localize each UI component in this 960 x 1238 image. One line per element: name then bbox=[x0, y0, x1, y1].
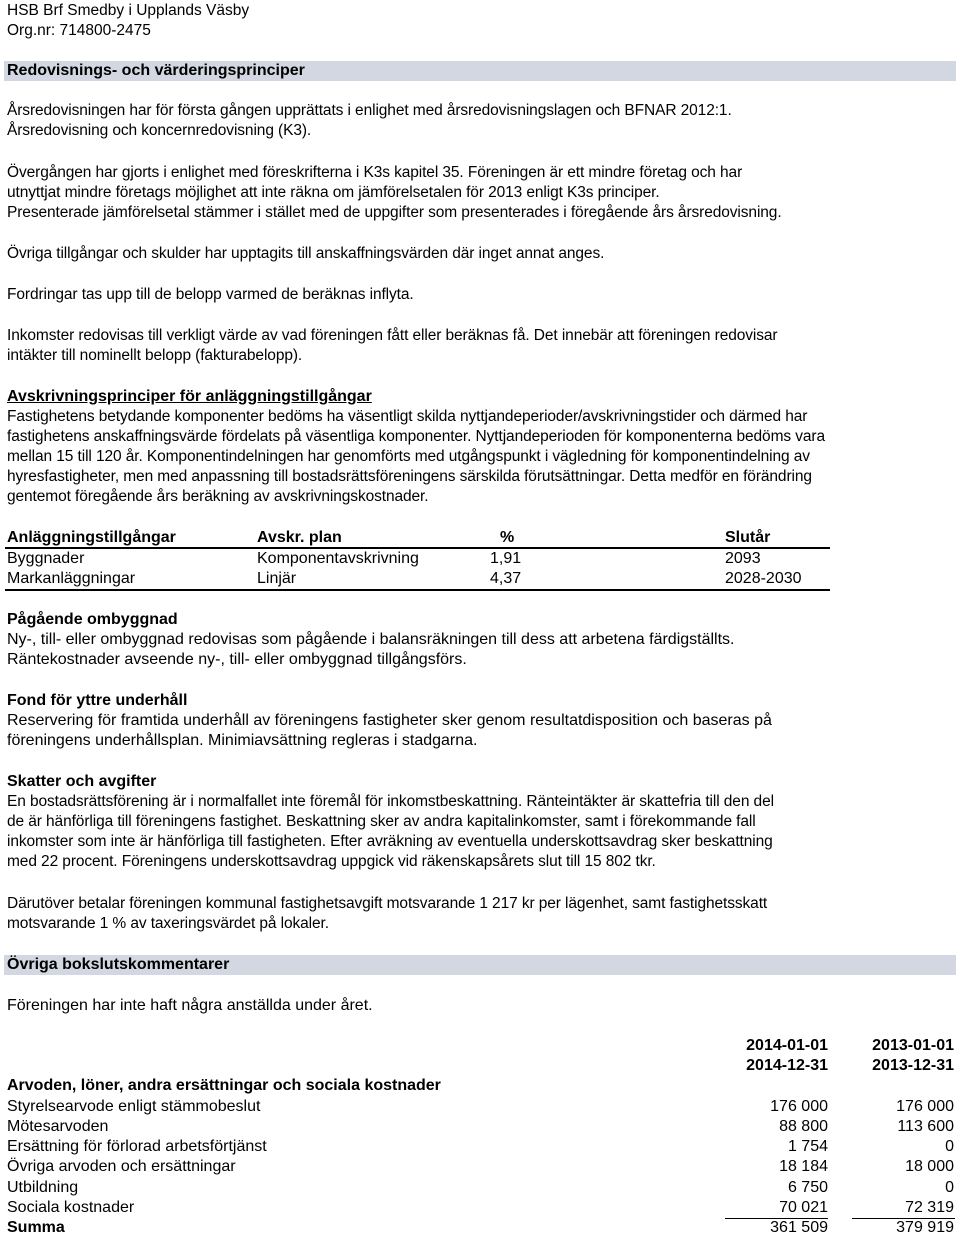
table-row-value-2013: 176 000 bbox=[896, 1098, 954, 1115]
table-row-value-2014: 18 184 bbox=[779, 1158, 828, 1175]
table-row-value-2013: 72 319 bbox=[905, 1199, 954, 1216]
paragraph-line: Räntekostnader avseende ny-, till- eller ombyggnad tillgångsförs. bbox=[7, 651, 467, 668]
paragraph-line: Föreningen har inte haft några anställda under året. bbox=[7, 997, 373, 1014]
table-row-value-2014: 1 754 bbox=[787, 1138, 828, 1155]
table-cell: 2028-2030 bbox=[725, 570, 802, 587]
table-row-label: Utbildning bbox=[7, 1179, 79, 1196]
column-header-2014-end: 2014-12-31 bbox=[746, 1057, 828, 1074]
column-header-2013-start: 2013-01-01 bbox=[872, 1037, 954, 1054]
table-header-percent: % bbox=[500, 529, 515, 546]
paragraph-line: Fastighetens betydande komponenter bedöms ha väsentligt skilda nyttjandeperioder/avskrivningstider och därmed har bbox=[7, 408, 808, 425]
section-title-accounting-principles: Redovisnings- och värderingsprinciper bbox=[4, 61, 956, 81]
table-cell: 4,37 bbox=[490, 570, 522, 587]
heading-taxes: Skatter och avgifter bbox=[7, 773, 157, 790]
org-name: HSB Brf Smedby i Upplands Väsby bbox=[7, 2, 250, 19]
paragraph-line: Ny-, till- eller ombyggnad redovisas som pågående i balansräkningen till dess att arbetena färdigställts. bbox=[7, 631, 735, 648]
heading-depreciation: Avskrivningsprinciper för anläggningstillgångar bbox=[7, 388, 372, 405]
table-row-label: Mötesarvoden bbox=[7, 1118, 109, 1135]
paragraph-line: Årsredovisningen har för första gången upprättats i enlighet med årsredovisningslagen och BFNAR 2012:1. bbox=[7, 102, 732, 119]
paragraph-line: inkomster som inte är hänförliga till fastigheten. Efter avräkning av eventuella underskottsavdrag sker beskattning bbox=[7, 833, 773, 850]
paragraph-line: Inkomster redovisas till verkligt värde av vad föreningen fått eller beräknas få. Det innebär att föreningen redovisar bbox=[7, 327, 778, 344]
paragraph-line: Årsredovisning och koncernredovisning (K3). bbox=[7, 122, 312, 139]
column-header-2013-end: 2013-12-31 bbox=[872, 1057, 954, 1074]
table-row-value-2013: 18 000 bbox=[905, 1158, 954, 1175]
table-cell: 1,91 bbox=[490, 550, 522, 567]
paragraph-line: de är hänförliga till föreningens fastighet. Beskattning sker av andra kapitalinkomster, samt i förekommande fall bbox=[7, 813, 756, 830]
table-row-value-2013: 0 bbox=[945, 1179, 954, 1196]
table-cell: Komponentavskrivning bbox=[257, 550, 419, 567]
table-row-label: Styrelsearvode enligt stämmobeslut bbox=[7, 1098, 261, 1115]
paragraph-line: Fordringar tas upp till de belopp varmed de beräknas inflyta. bbox=[7, 286, 414, 303]
column-header-2014-start: 2014-01-01 bbox=[746, 1037, 828, 1054]
org-number: Org.nr: 714800-2475 bbox=[7, 22, 151, 39]
paragraph-line: Därutöver betalar föreningen kommunal fastighetsavgift motsvarande 1 217 kr per lägenhet, samt fastighetsskatt bbox=[7, 895, 768, 912]
paragraph-line: Reservering för framtida underhåll av föreningens fastigheter sker genom resultatdisposition och baseras på bbox=[7, 712, 772, 729]
table-cell: 2093 bbox=[725, 550, 761, 567]
table-row-label: Övriga arvoden och ersättningar bbox=[7, 1158, 236, 1175]
table-title-fees: Arvoden, löner, andra ersättningar och sociala kostnader bbox=[7, 1077, 441, 1094]
paragraph-line: Övriga tillgångar och skulder har upptagits till anskaffningsvärden där inget annat anges. bbox=[7, 245, 605, 262]
paragraph-line: föreningens underhållsplan. Minimiavsättning regleras i stadgarna. bbox=[7, 732, 478, 749]
paragraph-line: fastighetens anskaffningsvärde fördelats på väsentliga komponenter. Nyttjandeperioden för komponenterna bedöms vara bbox=[7, 428, 825, 445]
paragraph-line: med 22 procent. Föreningens underskottsavdrag uppgick vid räkenskapsårets slut till 15 802 tkr. bbox=[7, 853, 656, 870]
table-row-value-2014: 70 021 bbox=[779, 1199, 828, 1216]
table-row-value-2013: 113 600 bbox=[897, 1118, 954, 1135]
paragraph-line: Övergången har gjorts i enlighet med föreskrifterna i K3s kapitel 35. Föreningen är ett mindre företag och har bbox=[7, 164, 743, 181]
table-footer-rule bbox=[5, 589, 830, 591]
table-row-value-2013: 0 bbox=[945, 1138, 954, 1155]
table-header-asset: Anläggningstillgångar bbox=[7, 529, 176, 546]
paragraph-line: Presenterade jämförelsetal stämmer i stället med de uppgifter som presenterades i föregående års årsredovisning. bbox=[7, 204, 782, 221]
table-header-plan: Avskr. plan bbox=[257, 529, 342, 546]
table-row-value-2014: 6 750 bbox=[787, 1179, 828, 1196]
table-cell: Markanläggningar bbox=[7, 570, 136, 587]
table-row-label: Sociala kostnader bbox=[7, 1199, 135, 1216]
paragraph-line: motsvarande 1 % av taxeringsvärdet på lokaler. bbox=[7, 915, 329, 932]
table-total-value-2014: 361 509 bbox=[770, 1219, 828, 1236]
paragraph-line: En bostadsrättsförening är i normalfallet inte föremål för inkomstbeskattning. Ränteintäkter är skattefria till den del bbox=[7, 793, 774, 810]
heading-maintenance-fund: Fond för yttre underhåll bbox=[7, 692, 188, 709]
paragraph-line: mellan 15 till 120 år. Komponentindelningen har genomförts med utgångspunkt i vägledning för komponentindelning av bbox=[7, 448, 810, 465]
heading-ongoing-renovation: Pågående ombyggnad bbox=[7, 611, 178, 628]
section-title-other-comments: Övriga bokslutskommentarer bbox=[4, 955, 956, 975]
paragraph-line: intäkter till nominellt belopp (fakturabelopp). bbox=[7, 347, 303, 364]
paragraph-line: hyresfastigheter, men med anpassning till bostadsrättsföreningens särskilda förutsättningar. Detta medför en förändring bbox=[7, 468, 812, 485]
table-total-value-2013: 379 919 bbox=[896, 1219, 954, 1236]
table-header-end-year: Slutår bbox=[725, 529, 771, 546]
paragraph-line: gentemot föregående års beräkning av avskrivningskostnader. bbox=[7, 488, 429, 505]
table-row-value-2014: 88 800 bbox=[779, 1118, 828, 1135]
table-cell: Byggnader bbox=[7, 550, 85, 567]
table-total-label: Summa bbox=[7, 1219, 65, 1236]
table-cell: Linjär bbox=[257, 570, 297, 587]
table-row-value-2014: 176 000 bbox=[770, 1098, 828, 1115]
paragraph-line: utnyttjat mindre företags möjlighet att inte räkna om jämförelsetalen för 2013 enligt K3s principer. bbox=[7, 184, 660, 201]
table-row-label: Ersättning för förlorad arbetsförtjänst bbox=[7, 1138, 267, 1155]
